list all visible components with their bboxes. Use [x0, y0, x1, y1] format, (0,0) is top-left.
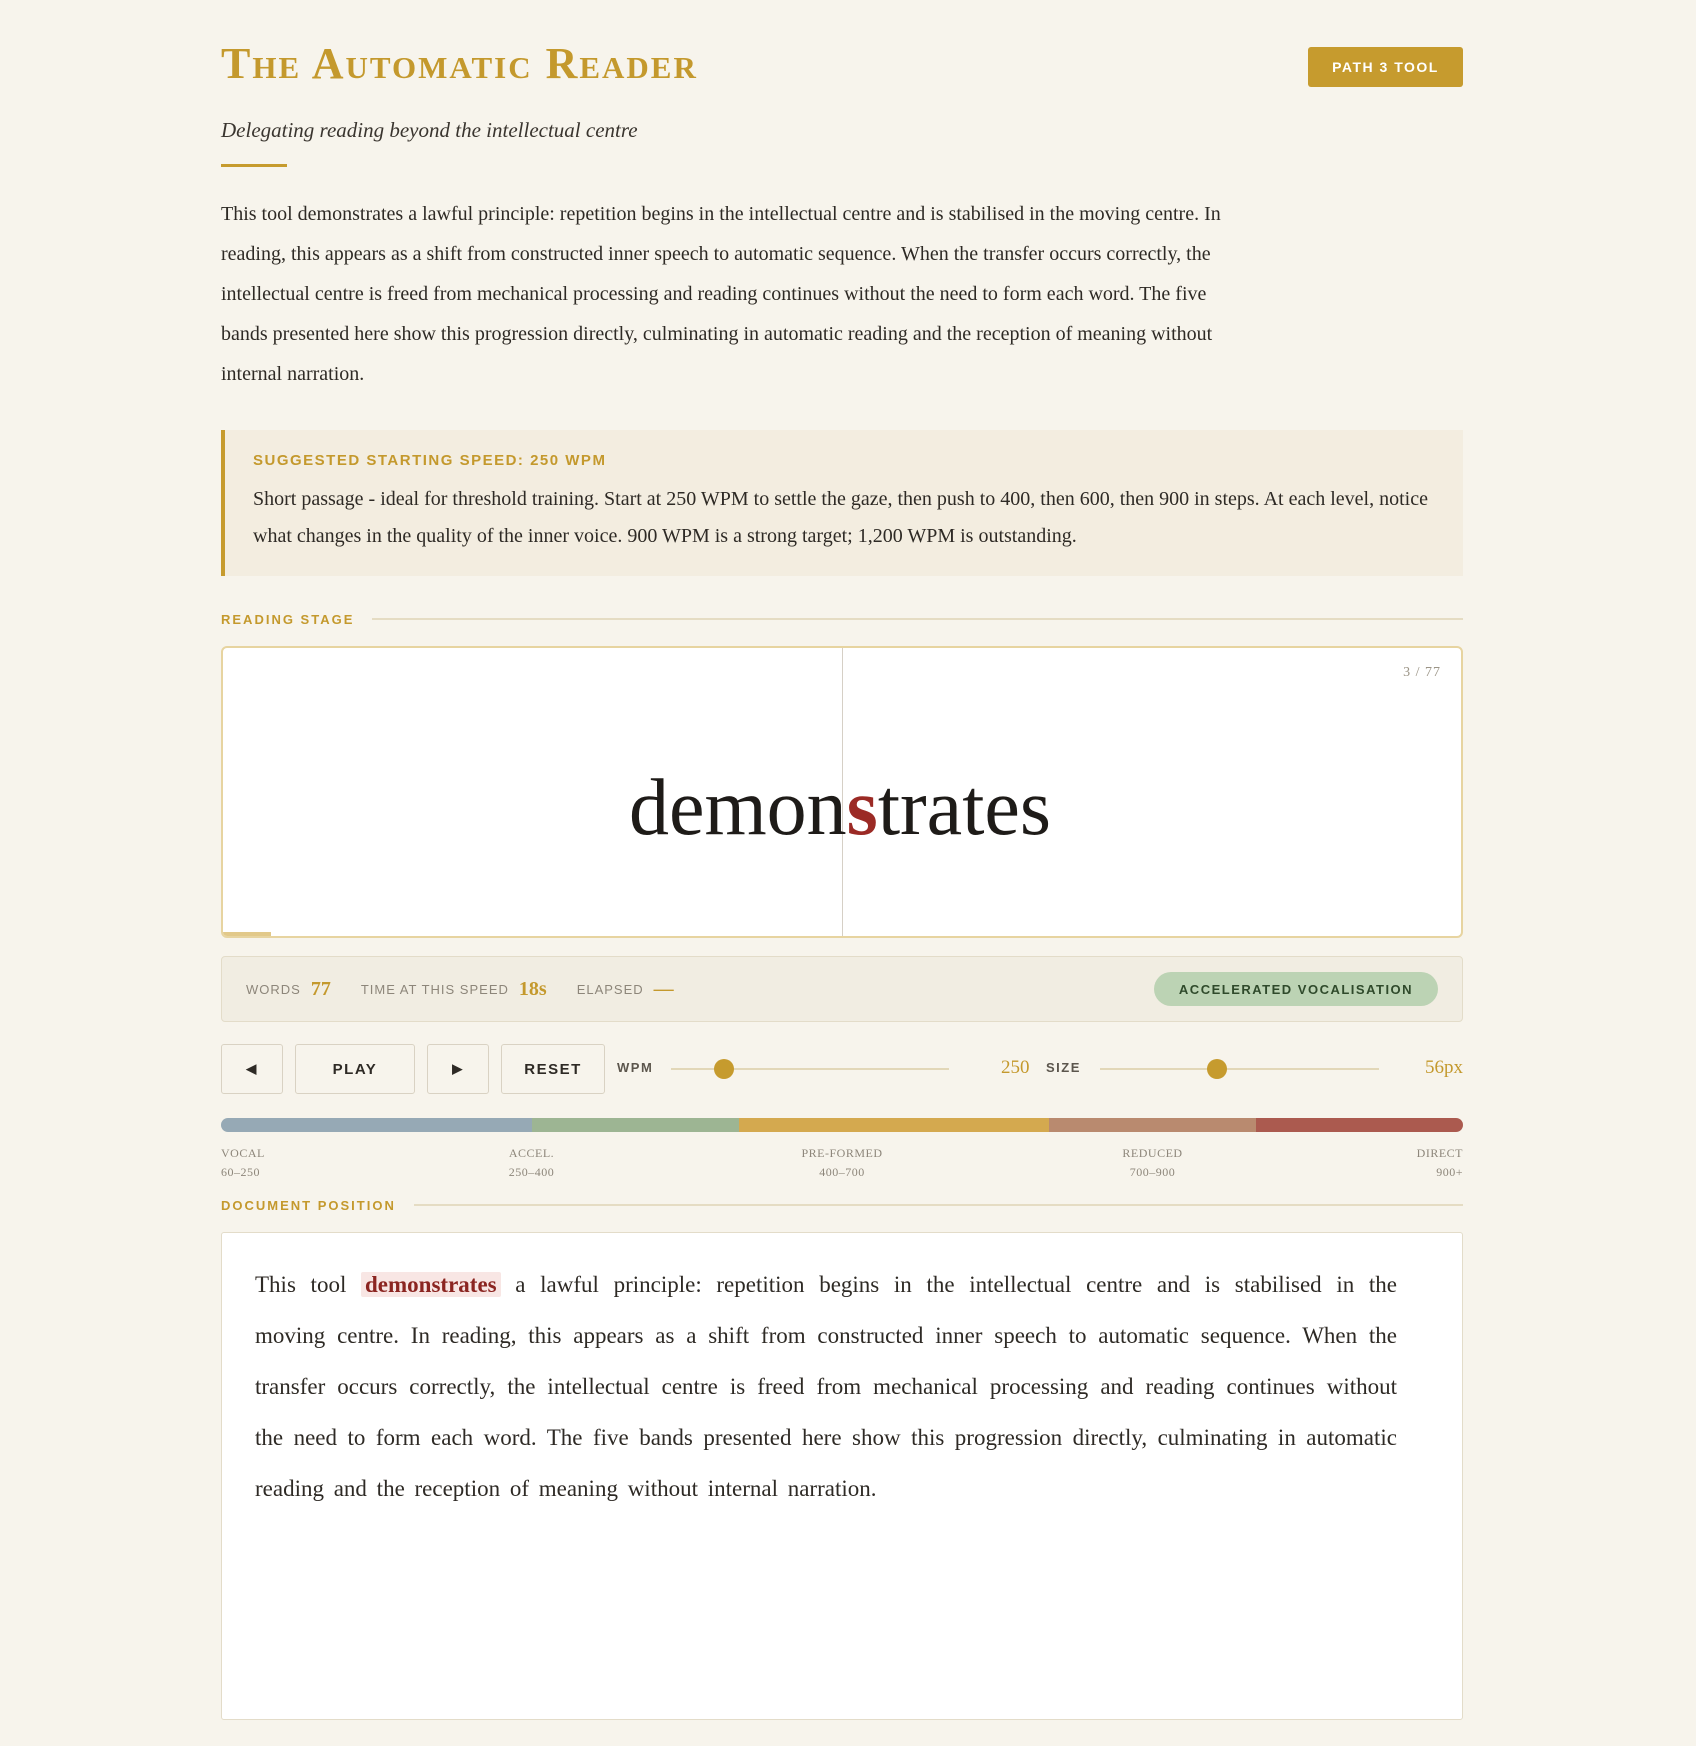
time-value: 18s	[518, 977, 547, 1000]
word-suffix: trates	[877, 764, 1052, 852]
stage-progress-bar	[223, 932, 271, 936]
previous-word-button[interactable]	[221, 1044, 283, 1094]
stats-bar	[221, 956, 1463, 1022]
next-word-button[interactable]	[427, 1044, 489, 1094]
page-title: The Automatic Reader	[221, 39, 698, 88]
band-segment	[739, 1118, 1050, 1132]
wpm-label: WPM	[617, 1060, 654, 1075]
controls	[221, 1044, 1463, 1094]
time-label: TIME AT THIS SPEED	[360, 981, 509, 997]
callout-body: Short passage - ideal for threshold training. Start at 250 WPM to settle the gaze, then push to 400, then 600, then 900 in steps. At each level, notice what changes in the quality of the inner voice. 900 WPM is a strong target; 1,200 WPM is outstanding.	[253, 488, 1428, 547]
band-range: 900+	[1436, 1165, 1463, 1179]
section-divider	[372, 618, 1463, 620]
title-divider	[221, 164, 287, 167]
current-word-highlight[interactable]: demonstrates	[361, 1272, 501, 1297]
size-slider-thumb[interactable]	[1207, 1059, 1227, 1079]
current-word	[223, 758, 1461, 858]
band-label	[221, 1144, 265, 1182]
document-position-label	[221, 1196, 1463, 1214]
speed-band-labels	[221, 1144, 1463, 1188]
band-segment	[532, 1118, 739, 1132]
band-name: REDUCED	[1122, 1146, 1183, 1160]
path-badge: PATH 3 TOOL	[1308, 47, 1463, 87]
word-counter: 3 / 77	[1403, 665, 1441, 680]
document-text	[221, 1232, 1463, 1720]
reading-stage	[221, 646, 1463, 938]
band-name: PRE-FORMED	[801, 1146, 883, 1160]
document-text-after: a lawful principle: repetition begins in the intellectual centre and is stabilised in the moving centre. In reading, this appears as a shift from constructed inner speech to automatic sequence. When the transfer occurs correctly, the intellectual centre is freed from mechanical processing and reading continues without the need to form each word. The five bands presented here show this progression directly, culminating in automatic reading and the reception of meaning without internal narration.	[255, 1272, 1398, 1501]
band-range: 60–250	[221, 1165, 260, 1179]
band-name: ACCEL.	[508, 1146, 555, 1160]
wpm-slider[interactable]	[671, 1068, 949, 1070]
wpm-value: 250	[1001, 1057, 1030, 1078]
words-label: WORDS	[246, 981, 301, 997]
wpm-slider-thumb[interactable]	[714, 1059, 734, 1079]
page-subtitle: Delegating reading beyond the intellectual centre	[221, 118, 638, 142]
speed-band-bar	[221, 1118, 1463, 1132]
reading-stage-label	[221, 610, 1463, 628]
band-range: 400–700	[819, 1165, 865, 1179]
words-value: 77	[310, 977, 331, 1000]
elapsed-label: ELAPSED	[576, 981, 644, 997]
word-prefix: demon	[628, 764, 847, 852]
size-label: SIZE	[1046, 1060, 1081, 1075]
caret-left-icon: ◀	[246, 1061, 258, 1076]
page	[221, 0, 1463, 1720]
speed-callout	[221, 430, 1463, 576]
section-title: READING STAGE	[221, 611, 355, 627]
band-range: 700–900	[1129, 1165, 1176, 1179]
size-slider[interactable]	[1100, 1068, 1379, 1070]
caret-right-icon: ▶	[452, 1061, 464, 1076]
band-range: 250–400	[508, 1165, 555, 1179]
band-label	[509, 1144, 555, 1182]
section-divider	[414, 1204, 1463, 1206]
document-text-before: This tool	[255, 1272, 347, 1297]
section-title: DOCUMENT POSITION	[221, 1197, 396, 1213]
size-value: 56px	[1425, 1057, 1463, 1078]
callout-heading: SUGGESTED STARTING SPEED: 250 WPM	[253, 452, 607, 469]
band-segment	[1049, 1118, 1255, 1132]
band-name: VOCAL	[221, 1146, 265, 1160]
band-label	[1122, 1144, 1182, 1182]
elapsed-value: —	[653, 977, 674, 1000]
band-label	[801, 1144, 882, 1182]
intro-text: This tool demonstrates a lawful principle: repetition begins in the intellectual centre and is stabilised in the moving centre. In reading, this appears as a shift from constructed inner speech to automatic sequence. When the transfer occurs correctly, the intellectual centre is freed from mechanical processing and reading continues without the need to form each word. The five bands presented here show this progression directly, culminating in automatic reading and the reception of meaning without internal narration.	[221, 203, 1221, 385]
band-segment	[1256, 1118, 1463, 1132]
band-segment	[221, 1118, 532, 1132]
reset-button[interactable]: RESET	[501, 1044, 605, 1094]
band-name: DIRECT	[1416, 1146, 1463, 1160]
current-band-badge: ACCELERATED VOCALISATION	[1154, 972, 1438, 1006]
band-label	[1417, 1144, 1463, 1182]
header	[221, 0, 1463, 160]
play-button[interactable]: PLAY	[295, 1044, 415, 1094]
word-focus-letter: s	[846, 764, 878, 852]
